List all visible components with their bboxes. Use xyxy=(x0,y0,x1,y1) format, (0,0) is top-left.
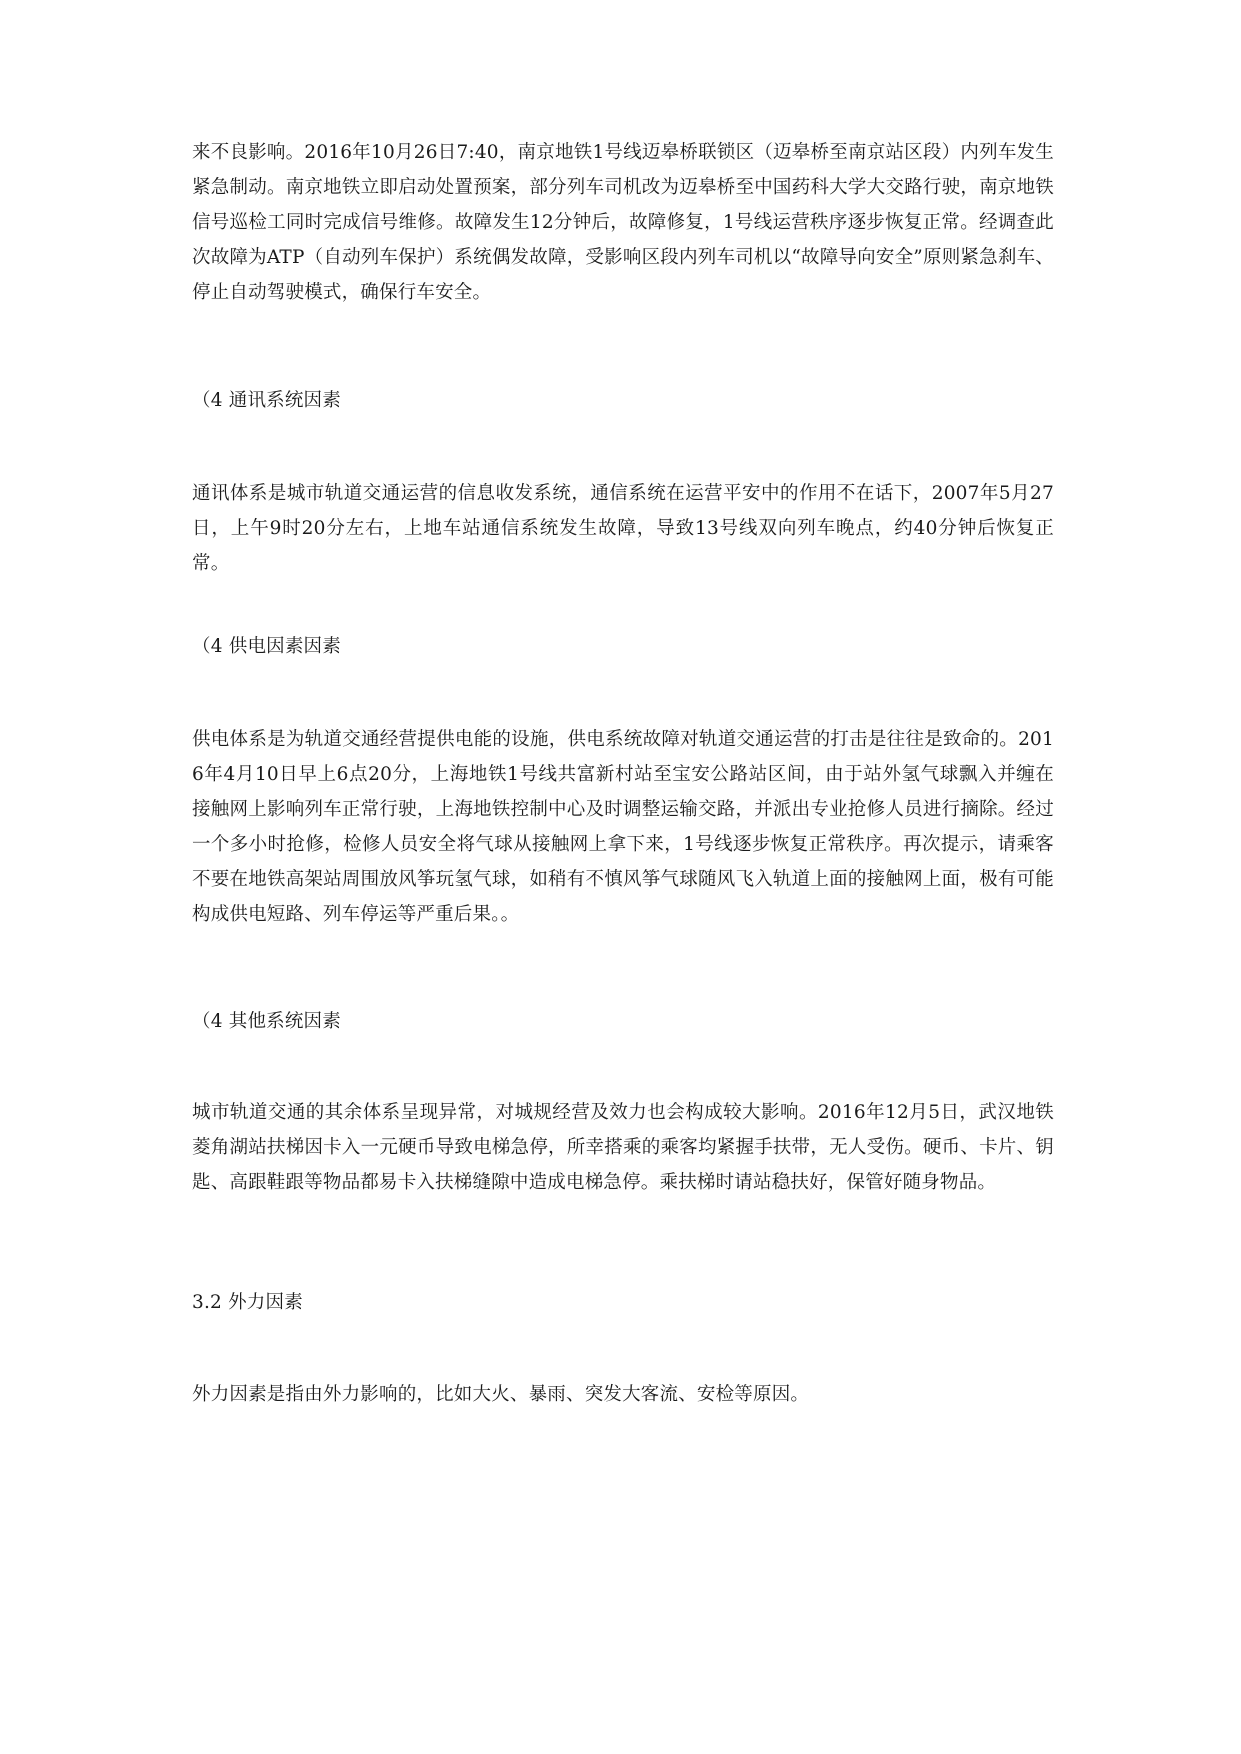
paragraph-external-factors: 外力因素是指由外力影响的，比如大火、暴雨、突发大客流、安检等原因。 xyxy=(192,1384,810,1405)
heading-external-factors: 3.2 外力因素 xyxy=(192,1292,303,1313)
paragraph-signal-failure: 来不良影响。2016年10月26日7:40，南京地铁1号线迈皋桥联锁区（迈皋桥至南京站区段）内列车发生紧急制动。南京地铁立即启动处置预案，部分列车司机改为迈皋桥至中国药科大学大交路行驶，南京地铁信号巡检工同时完成信号维修。故障发生12分钟后，故障修复，1号线运营秩序逐步恢复正常。经调查此次故障为ATP（自动列车保护）系统偶发故障，受影响区段内列车司机以“故障导向安全”原则紧急刹车、停止自动驾驶模式，确保行车安全。 xyxy=(192,142,1054,303)
paragraph-power-supply: 供电体系是为轨道交通经营提供电能的设施，供电系统故障对轨道交通运营的打击是往往是致命的。2016年4月10日早上6点20分，上海地铁1号线共富新村站至宝安公路站区间，由于站外氢气球飘入并缠在接触网上影响列车正常行驶，上海地铁控制中心及时调整运输交路，并派出专业抢修人员进行摘除。经过一个多小时抢修，检修人员安全将气球从接触网上拿下来，1号线逐步恢复正常秩序。再次提示，请乘客不要在地铁高架站周围放风筝玩氢气球，如稍有不慎风筝气球随风飞入轨道上面的接触网上面，极有可能构成供电短路、列车停运等严重后果。。 xyxy=(192,729,1054,925)
heading-communication-system: （4 通讯系统因素 xyxy=(192,390,341,411)
paragraph-communication-system: 通讯体系是城市轨道交通运营的信息收发系统，通信系统在运营平安中的作用不在话下，2007年5月27日，上午9时20分左右，上地车站通信系统发生故障，导致13号线双向列车晚点，约40分钟后恢复正常。 xyxy=(192,483,1054,574)
paragraph-other-systems: 城市轨道交通的其余体系呈现异常，对城规经营及效力也会构成较大影响。2016年12月5日，武汉地铁菱角湖站扶梯因卡入一元硬币导致电梯急停，所幸搭乘的乘客均紧握手扶带，无人受伤。硬币、卡片、钥匙、高跟鞋跟等物品都易卡入扶梯缝隙中造成电梯急停。乘扶梯时请站稳扶好，保管好随身物品。 xyxy=(192,1102,1054,1193)
heading-power-supply: （4 供电因素因素 xyxy=(192,636,341,657)
heading-other-systems: （4 其他系统因素 xyxy=(192,1011,341,1032)
